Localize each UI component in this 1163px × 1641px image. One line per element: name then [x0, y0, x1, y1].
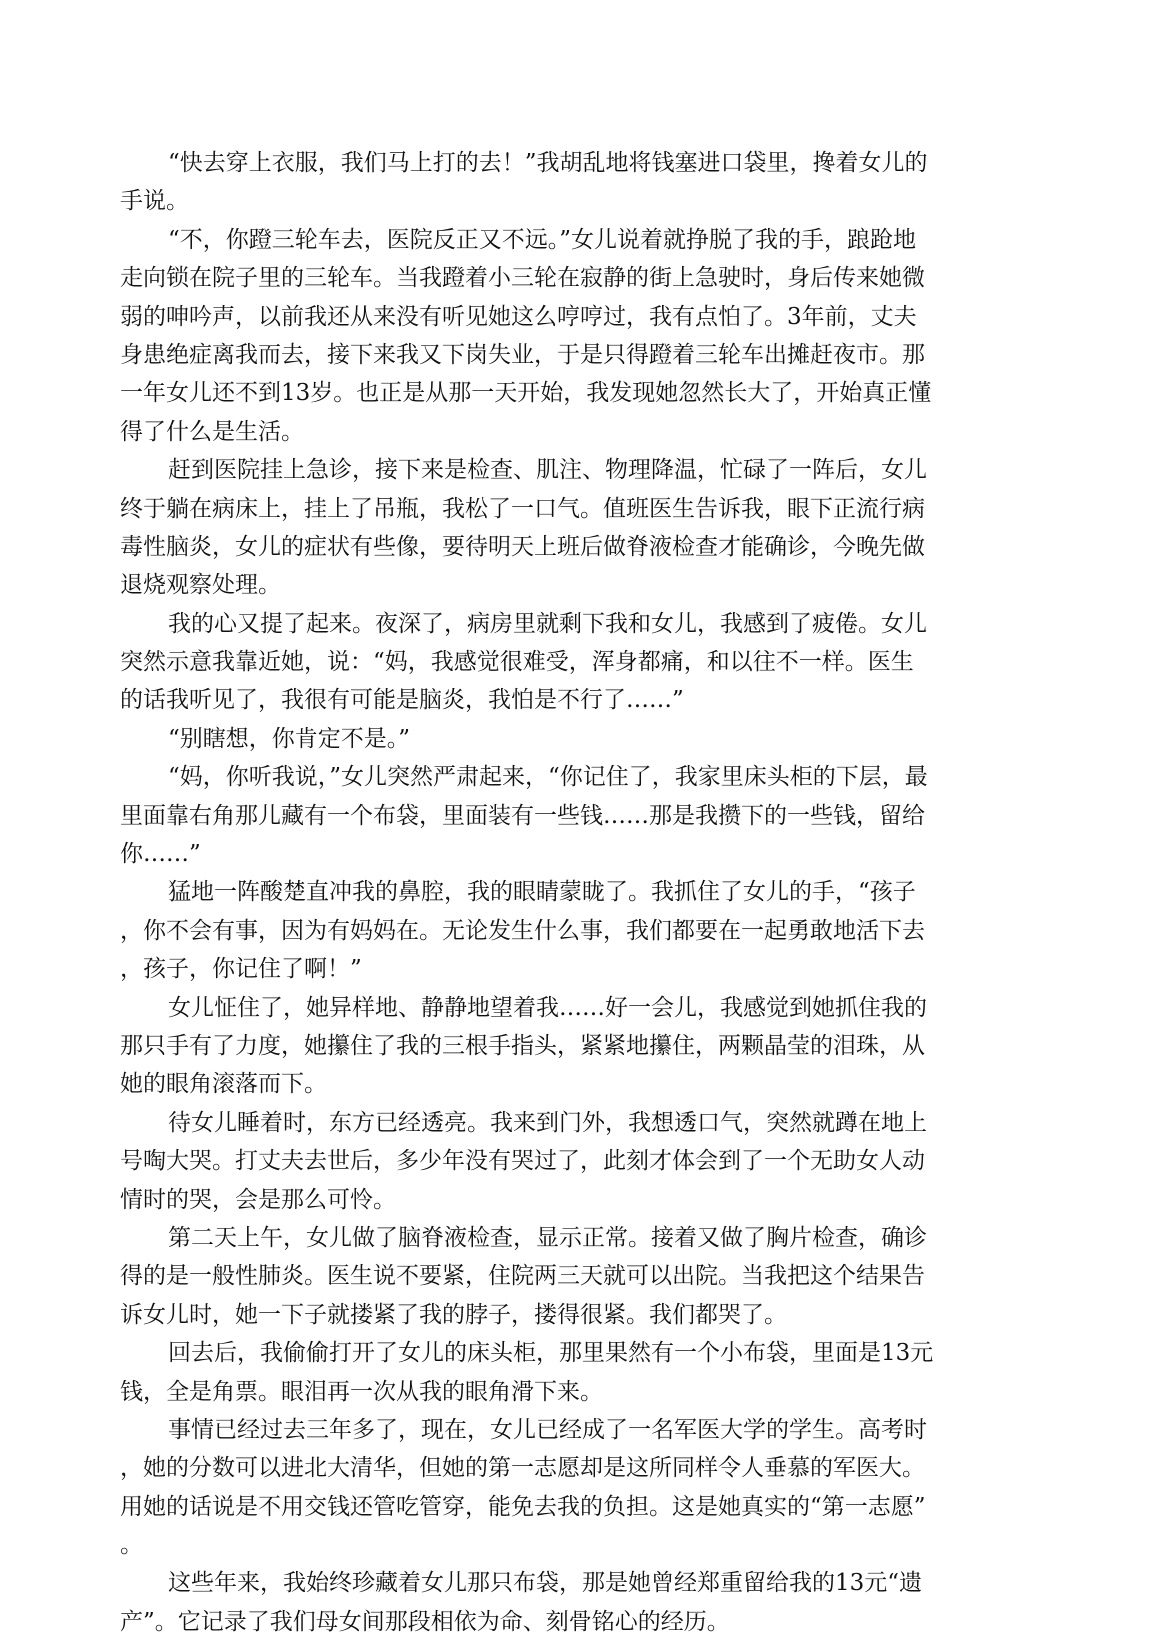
text-line: 得了什么是生活。: [120, 418, 304, 445]
paragraph-first-line: 第二天上午，女儿做了脑脊液检查，显示正常。接着又做了胸片检查，确诊: [168, 1224, 927, 1251]
text-line: 号啕大哭。打丈夫去世后，多少年没有哭过了，此刻才体会到了一个无助女人动: [120, 1148, 925, 1175]
document-body: [120, 144, 984, 1641]
text-line: 突然示意我靠近她，说：“妈，我感觉很难受，浑身都痛，和以往不一样。医生: [120, 649, 914, 676]
text-line: 身患绝症离我而去，接下来我又下岗失业，于是只得蹬着三轮车出摊赶夜市。那: [120, 341, 925, 368]
paragraph-first-line: 赶到医院挂上急诊，接下来是检查、肌注、物理降温，忙碌了一阵后，女儿: [168, 457, 927, 484]
text-line: 。: [120, 1532, 143, 1559]
paragraph-first-line: “别瞎想，你肯定不是。”: [168, 725, 411, 752]
text-line: 诉女儿时，她一下子就搂紧了我的脖子，搂得很紧。我们都哭了。: [120, 1301, 787, 1328]
text-line: 你……”: [120, 841, 201, 868]
paragraph-first-line: 女儿怔住了，她异样地、静静地望着我……好一会儿，我感觉到她抓住我的: [168, 994, 927, 1021]
text-line: 情时的哭，会是那么可怜。: [120, 1186, 396, 1213]
paragraph-first-line: 事情已经过去三年多了，现在，女儿已经成了一名军医大学的学生。高考时: [168, 1416, 927, 1443]
text-line: 的话我听见了，我很有可能是脑炎，我怕是不行了……”: [120, 687, 684, 714]
text-line: 得的是一般性肺炎。医生说不要紧，住院两三天就可以出院。当我把这个结果告: [120, 1263, 925, 1290]
paragraph-first-line: “妈，你听我说，”女儿突然严肃起来，“你记住了，我家里床头柜的下层，最: [168, 764, 928, 791]
text-line: ，她的分数可以进北大清华，但她的第一志愿却是这所同样令人垂慕的军医大。: [120, 1455, 925, 1482]
paragraph-first-line: 回去后，我偷偷打开了女儿的床头柜，那里果然有一个小布袋，里面是13元: [168, 1340, 934, 1367]
text-line: 那只手有了力度，她攥住了我的三根手指头，紧紧地攥住，两颗晶莹的泪珠，从: [120, 1032, 925, 1059]
text-line: 产”。它记录了我们母女间那段相依为命、刻骨铭心的经历。: [120, 1608, 730, 1635]
text-line: 她的眼角滚落而下。: [120, 1071, 327, 1098]
text-line: 用她的话说是不用交钱还管吃管穿，能免去我的负担。这是她真实的“第一志愿”: [120, 1493, 926, 1520]
paragraph-first-line: “快去穿上衣服，我们马上打的去！”我胡乱地将钱塞进口袋里，搀着女儿的: [168, 150, 928, 176]
paragraph-first-line: 猛地一阵酸楚直冲我的鼻腔，我的眼睛蒙眬了。我抓住了女儿的手，“孩子: [168, 879, 916, 906]
paragraph-first-line: “不，你蹬三轮车去，医院反正又不远。”女儿说着就挣脱了我的手，踉跄地: [168, 226, 917, 253]
text-line: 手说。: [120, 188, 189, 215]
text-line: 钱，全是角票。眼泪再一次从我的眼角滑下来。: [120, 1378, 603, 1405]
text-line: 一年女儿还不到13岁。也正是从那一天开始，我发现她忽然长大了，开始真正懂: [120, 380, 932, 407]
text-line: ，你不会有事，因为有妈妈在。无论发生什么事，我们都要在一起勇敢地活下去: [120, 917, 925, 944]
text-line: 弱的呻吟声，以前我还从来没有听见她这么哼哼过，我有点怕了。3年前，丈夫: [120, 303, 917, 330]
text-line: ，孩子，你记住了啊！”: [120, 956, 362, 983]
paragraph-first-line: 这些年来，我始终珍藏着女儿那只布袋，那是她曾经郑重留给我的13元“遗: [168, 1570, 923, 1597]
text-line: 走向锁在院子里的三轮车。当我蹬着小三轮在寂静的街上急驶时，身后传来她微: [120, 265, 925, 292]
text-line: 毒性脑炎，女儿的症状有些像，要待明天上班后做脊液检查才能确诊，今晚先做: [120, 533, 925, 560]
paragraph-first-line: 待女儿睡着时，东方已经透亮。我来到门外，我想透口气，突然就蹲在地上: [168, 1109, 927, 1136]
text-line: 里面靠右角那儿藏有一个布袋，里面装有一些钱……那是我攒下的一些钱，留给: [120, 802, 925, 829]
paragraph-first-line: 我的心又提了起来。夜深了，病房里就剩下我和女儿，我感到了疲倦。女儿: [168, 610, 927, 637]
text-line: 终于躺在病床上，挂上了吊瓶，我松了一口气。值班医生告诉我，眼下正流行病: [120, 495, 925, 522]
text-line: 退烧观察处理。: [120, 572, 281, 599]
